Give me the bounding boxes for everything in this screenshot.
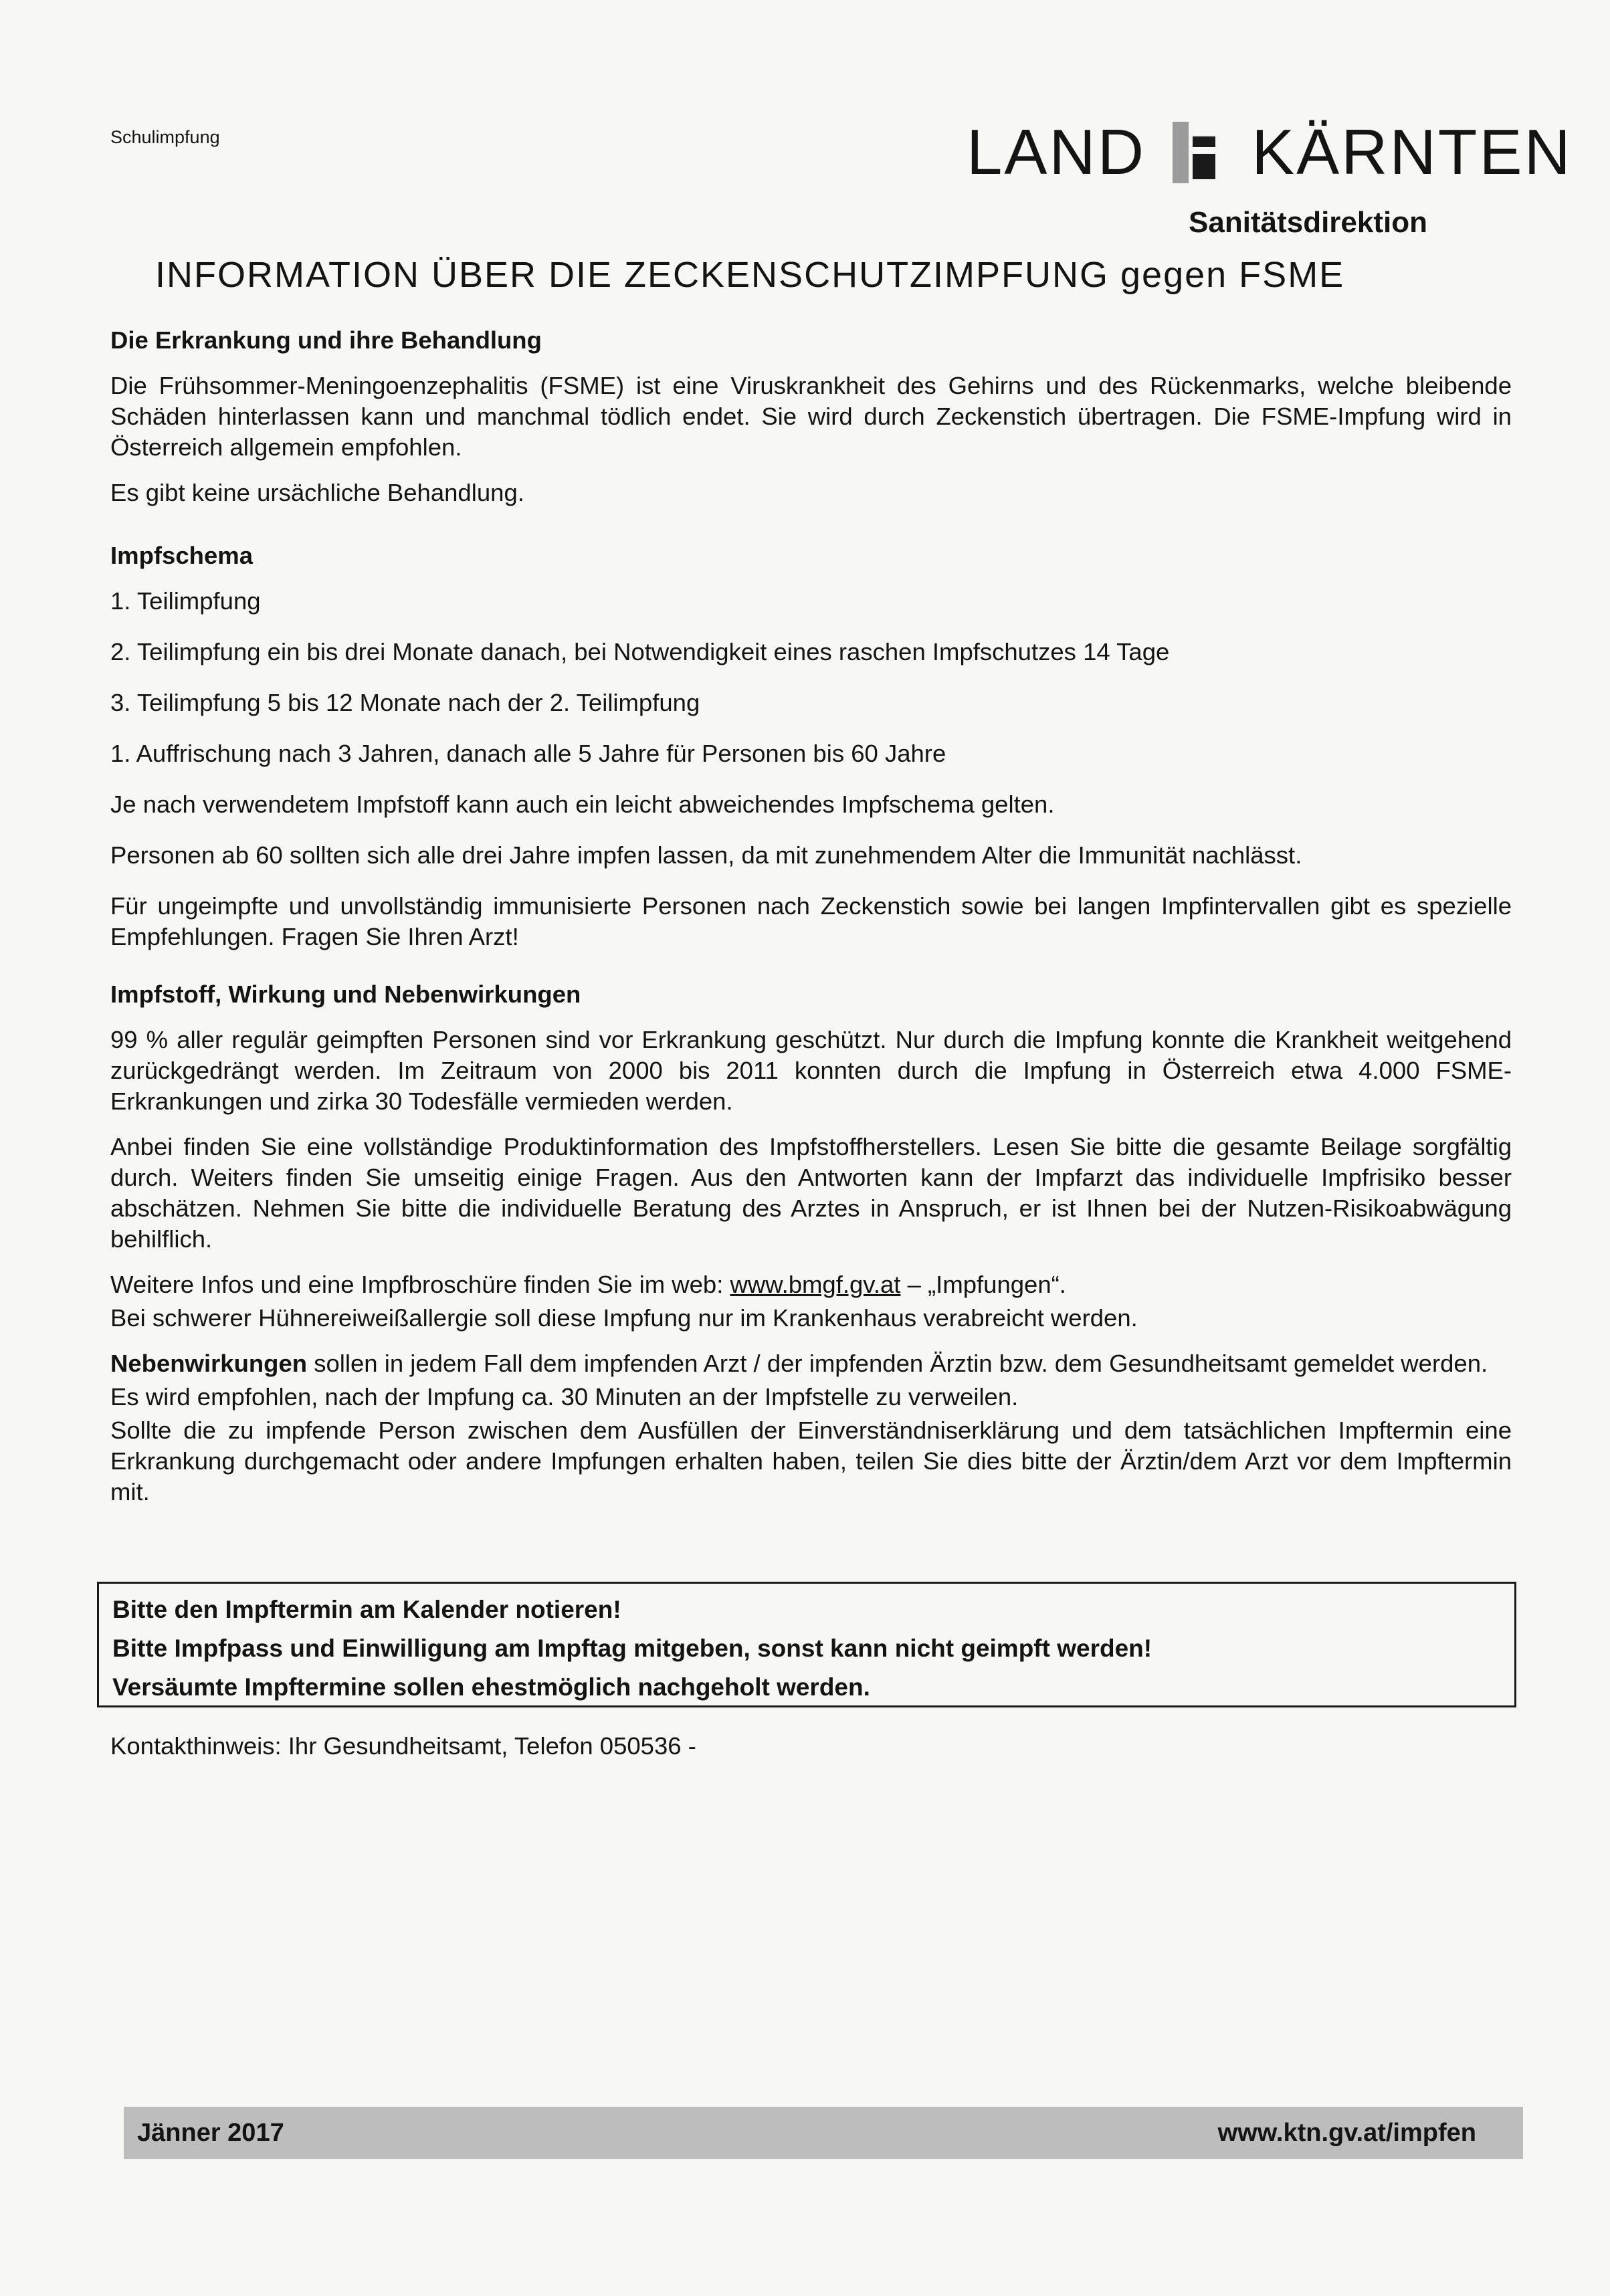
document-tag: Schulimpfung (110, 127, 220, 147)
notice-box (97, 1582, 1516, 1707)
department-name: Sanitätsdirektion (1189, 206, 1427, 239)
section-heading-disease: Die Erkrankung und ihre Behandlung (110, 326, 542, 354)
logo-word-kaernten: KÄRNTEN (1251, 116, 1573, 188)
footer-bar (124, 2107, 1523, 2159)
side-effects-paragraph: Nebenwirkungen sollen in jedem Fall dem impfenden Arzt / der impfenden Ärztin bzw. dem Gesundheitsamt gemeldet werden. (110, 1350, 1488, 1377)
footer-url[interactable]: www.ktn.gv.at/impfen (1217, 2119, 1476, 2147)
contact-line: Kontakthinweis: Ihr Gesundheitsamt, Telefon 050536 - (110, 1732, 696, 1760)
schema-item: 1. Auffrischung nach 3 Jahren, danach alle 5 Jahre für Personen bis 60 Jahre (110, 740, 946, 767)
section-heading-vaccine: Impfstoff, Wirkung und Nebenwirkungen (110, 980, 581, 1008)
waiting-paragraph: Es wird empfohlen, nach der Impfung ca. 30 Minuten an der Impfstelle zu verweilen. (110, 1383, 1019, 1411)
product-info-paragraph: Anbei finden Sie eine vollständige Produktinformation des Impfstoffherstellers. Lesen Sie bitte die gesamte Beilage sorgfältig durch. Weiters finden Sie umseitig einige Fragen. Aus den Antworten kann der Impfarzt das individuelle Impfrisiko besser abschätzen. Nehmen Sie bitte die individuelle Beratung des Arztes in Anspruch, er ist Ihnen bei der Nutzen-Risikoabwägung behilflich. (110, 1133, 1512, 1253)
notice-line: Bitte Impfpass und Einwilligung am Impftag mitgeben, sonst kann nicht geimpft werden! (112, 1635, 1152, 1662)
efficacy-paragraph: 99 % aller regulär geimpften Personen sind vor Erkrankung geschützt. Nur durch die Impfung konnte die Krankheit weitgehend zurückgedrängt werden. Im Zeitraum von 2000 bis 2011 konnten durch die Impfung in Österreich etwa 4.000 FSME-Erkrankungen und zirka 30 Todesfälle vermieden werden. (110, 1026, 1512, 1115)
logo-mark-icon (1173, 122, 1217, 183)
notice-line: Bitte den Impftermin am Kalender notieren! (112, 1596, 621, 1623)
schema-note: Personen ab 60 sollten sich alle drei Jahre impfen lassen, da mit zunehmendem Alter die Immunität nachlässt. (110, 841, 1302, 869)
more-info-line: Weitere Infos und eine Impfbroschüre finden Sie im web: www.bmgf.gv.at – „Impfungen“. (110, 1271, 1066, 1298)
document-body (110, 325, 1512, 1522)
land-kaernten-logo (967, 116, 1573, 188)
schema-item: 2. Teilimpfung ein bis drei Monate danach, bei Notwendigkeit eines raschen Impfschutzes 14 Tage (110, 638, 1170, 665)
schema-item: 1. Teilimpfung (110, 587, 261, 615)
bmgf-link[interactable]: www.bmgf.gv.at (730, 1271, 901, 1298)
notice-line: Versäumte Impftermine sollen ehestmöglich nachgeholt werden. (112, 1673, 870, 1701)
logo-word-land: LAND (967, 116, 1146, 188)
treatment-paragraph: Es gibt keine ursächliche Behandlung. (110, 479, 524, 506)
page-title: INFORMATION ÜBER DIE ZECKENSCHUTZIMPFUNG gegen FSME (155, 255, 1345, 295)
schema-note: Für ungeimpfte und unvollständig immunisierte Personen nach Zeckenstich sowie bei langen Impfintervallen gibt es spezielle Empfehlungen. Fragen Sie Ihren Arzt! (110, 892, 1512, 950)
allergy-paragraph: Bei schwerer Hühnereiweißallergie soll diese Impfung nur im Krankenhaus verabreicht werden. (110, 1304, 1138, 1332)
disease-paragraph: Die Frühsommer-Meningoenzephalitis (FSME) ist eine Viruskrankheit des Gehirns und des Rückenmarks, welche bleibende Schäden hinterlassen kann und manchmal tödlich endet. Sie wird durch Zeckenstich übertragen. Die FSME-Impfung wird in Österreich allgemein empfohlen. (110, 372, 1512, 461)
section-heading-schema: Impfschema (110, 542, 253, 569)
schema-note: Je nach verwendetem Impfstoff kann auch ein leicht abweichendes Impfschema gelten. (110, 791, 1055, 818)
illness-paragraph: Sollte die zu impfende Person zwischen dem Ausfüllen der Einverständniserklärung und dem tatsächlichen Impftermin eine Erkrankung durchgemacht oder andere Impfungen erhalten haben, teilen Sie dies bitte der Ärztin/dem Arzt vor dem Impftermin mit. (110, 1417, 1512, 1505)
schema-item: 3. Teilimpfung 5 bis 12 Monate nach der 2. Teilimpfung (110, 689, 700, 716)
footer-date: Jänner 2017 (137, 2119, 284, 2147)
